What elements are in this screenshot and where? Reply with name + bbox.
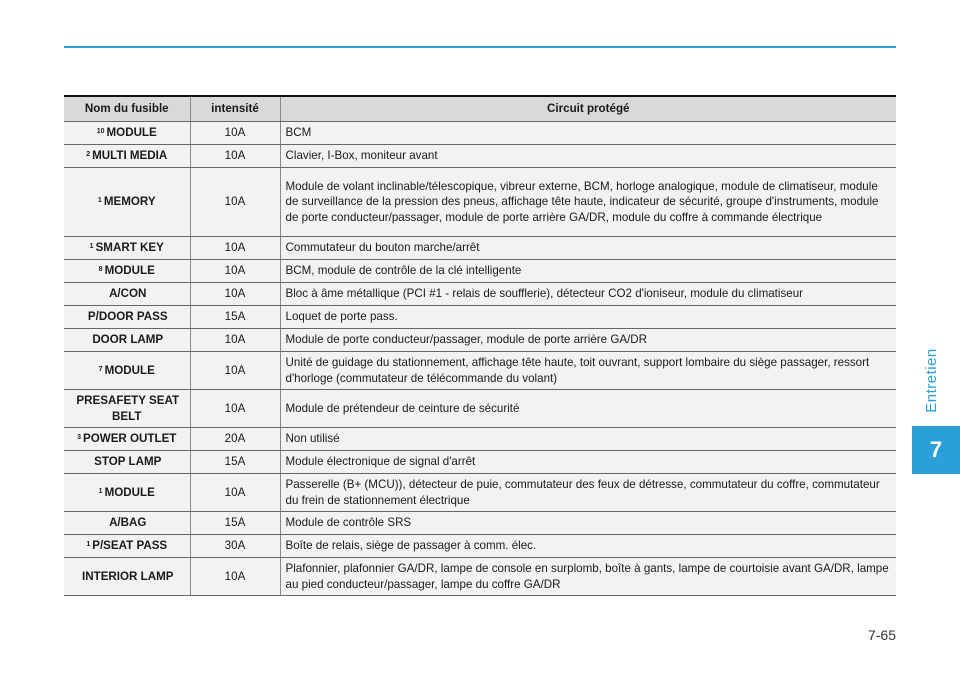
- fuse-prefix: 3: [77, 434, 81, 442]
- fuse-name-cell: [64, 283, 190, 306]
- table-row: [64, 329, 896, 352]
- fuse-amp: 15A: [190, 512, 280, 535]
- fuse-name-cell: [64, 558, 190, 596]
- fuse-name-cell: [64, 390, 190, 428]
- fuse-circuit: Passerelle (B+ (MCU)), détecteur de puie, commutateur des feux de détresse, commutateur du coffre, commutateur du frein de stationnement électrique: [280, 474, 896, 512]
- fuse-amp: 10A: [190, 283, 280, 306]
- table-row: [64, 168, 896, 237]
- fuse-name: A/CON: [109, 287, 147, 301]
- fuse-circuit: Unité de guidage du stationnement, affichage tête haute, toit ouvrant, support lombaire du siège passager, ressort d'horloge (commutateur de télécommande du volant): [280, 352, 896, 390]
- fuse-circuit: Module de contrôle SRS: [280, 512, 896, 535]
- fuse-circuit: BCM: [280, 122, 896, 145]
- fuse-prefix: 1: [97, 197, 102, 205]
- table-row: [64, 558, 896, 596]
- table-row: [64, 512, 896, 535]
- fuse-circuit: Module de volant inclinable/télescopique, vibreur externe, BCM, horloge analogique, module de climatiseur, module de surveillance de la pression des pneus, affichage tête haute, indicateur de sécurité, groupe d'instruments, module de porte conducteur/passager, module de porte arrière GA/DR, module du coffre à commande électrique: [280, 168, 896, 237]
- fuse-circuit: BCM, module de contrôle de la clé intelligente: [280, 260, 896, 283]
- fuse-amp: 10A: [190, 260, 280, 283]
- table-row: [64, 428, 896, 451]
- section-label-text: Entretien: [922, 347, 940, 413]
- table-row: [64, 145, 896, 168]
- fuse-name: DOOR LAMP: [92, 333, 164, 347]
- fuse-name-cell: [64, 168, 190, 237]
- table-row: [64, 283, 896, 306]
- column-header-circuit: Circuit protégé: [280, 96, 896, 122]
- fuse-name-cell: [64, 352, 190, 390]
- fuse-circuit: Bloc à âme métallique (PCI #1 - relais de soufflerie), détecteur CO2 d'ioniseur, module du climatiseur: [280, 283, 896, 306]
- table-row: [64, 390, 896, 428]
- fuse-circuit: Module de prétendeur de ceinture de sécurité: [280, 390, 896, 428]
- page-number: 7-65: [867, 627, 896, 643]
- fuse-name: MULTI MEDIA: [92, 149, 168, 163]
- fuse-prefix: 2: [86, 151, 91, 159]
- fuse-name-cell: [64, 428, 190, 451]
- fuse-name: MODULE: [104, 363, 155, 377]
- fuse-table: [64, 95, 896, 596]
- fuse-amp: 15A: [190, 451, 280, 474]
- chapter-tab: 7: [912, 426, 960, 474]
- fuse-prefix: 7: [98, 365, 103, 373]
- fuse-name: MODULE: [104, 264, 155, 278]
- fuse-name-cell: [64, 474, 190, 512]
- fuse-amp: 10A: [190, 474, 280, 512]
- fuse-name: STOP LAMP: [94, 455, 162, 469]
- table-row: [64, 306, 896, 329]
- fuse-prefix: 1: [89, 243, 94, 251]
- fuse-amp: 10A: [190, 145, 280, 168]
- table-row: [64, 260, 896, 283]
- fuse-circuit: Module de porte conducteur/passager, module de porte arrière GA/DR: [280, 329, 896, 352]
- fuse-name: SMART KEY: [95, 241, 164, 255]
- fuse-amp: 10A: [190, 168, 280, 237]
- fuse-amp: 10A: [190, 558, 280, 596]
- fuse-amp: 10A: [190, 237, 280, 260]
- fuse-name: P/SEAT PASS: [92, 539, 168, 553]
- fuse-amp: 20A: [190, 428, 280, 451]
- fuse-name-cell: [64, 535, 190, 558]
- fuse-name-cell: [64, 260, 190, 283]
- table-row: [64, 451, 896, 474]
- fuse-circuit: Module électronique de signal d'arrêt: [280, 451, 896, 474]
- fuse-name-cell: [64, 329, 190, 352]
- table-row: [64, 535, 896, 558]
- column-header-amperage: intensité: [190, 96, 280, 122]
- fuse-prefix: 1: [98, 487, 103, 495]
- fuse-amp: 10A: [190, 352, 280, 390]
- fuse-name-cell: [64, 122, 190, 145]
- fuse-name: MODULE: [104, 485, 155, 499]
- fuse-name: PRESAFETY SEAT BELT: [76, 394, 180, 423]
- fuse-name-cell: [64, 237, 190, 260]
- fuse-prefix: 1: [86, 541, 91, 549]
- fuse-name-cell: [64, 145, 190, 168]
- table-row: [64, 237, 896, 260]
- fuse-name-cell: [64, 306, 190, 329]
- fuse-amp: 30A: [190, 535, 280, 558]
- top-rule: [64, 46, 896, 48]
- fuse-circuit: Loquet de porte pass.: [280, 306, 896, 329]
- fuse-circuit: Clavier, I-Box, moniteur avant: [280, 145, 896, 168]
- fuse-prefix: 10: [96, 128, 105, 136]
- table-row: [64, 352, 896, 390]
- fuse-name-cell: [64, 512, 190, 535]
- table-row: [64, 122, 896, 145]
- table-row: [64, 474, 896, 512]
- section-label: [916, 330, 946, 430]
- fuse-prefix: 8: [98, 266, 103, 274]
- fuse-name: MODULE: [106, 126, 157, 140]
- fuse-name: A/BAG: [109, 516, 147, 530]
- fuse-circuit: Commutateur du bouton marche/arrêt: [280, 237, 896, 260]
- fuse-circuit: Plafonnier, plafonnier GA/DR, lampe de console en surplomb, boîte à gants, lampe de courtoisie avant GA/DR, lampe au pied conducteur/passager, lampe du coffre GA/DR: [280, 558, 896, 596]
- fuse-name: MEMORY: [103, 195, 156, 209]
- fuse-amp: 15A: [190, 306, 280, 329]
- table-header-row: [64, 96, 896, 122]
- fuse-circuit: Boîte de relais, siège de passager à comm. élec.: [280, 535, 896, 558]
- fuse-amp: 10A: [190, 390, 280, 428]
- fuse-name-cell: [64, 451, 190, 474]
- column-header-fuse-name: Nom du fusible: [64, 96, 190, 122]
- fuse-amp: 10A: [190, 329, 280, 352]
- fuse-name: POWER OUTLET: [83, 432, 177, 446]
- fuse-name: P/DOOR PASS: [87, 310, 168, 324]
- fuse-circuit: Non utilisé: [280, 428, 896, 451]
- fuse-name: INTERIOR LAMP: [82, 569, 174, 583]
- fuse-amp: 10A: [190, 122, 280, 145]
